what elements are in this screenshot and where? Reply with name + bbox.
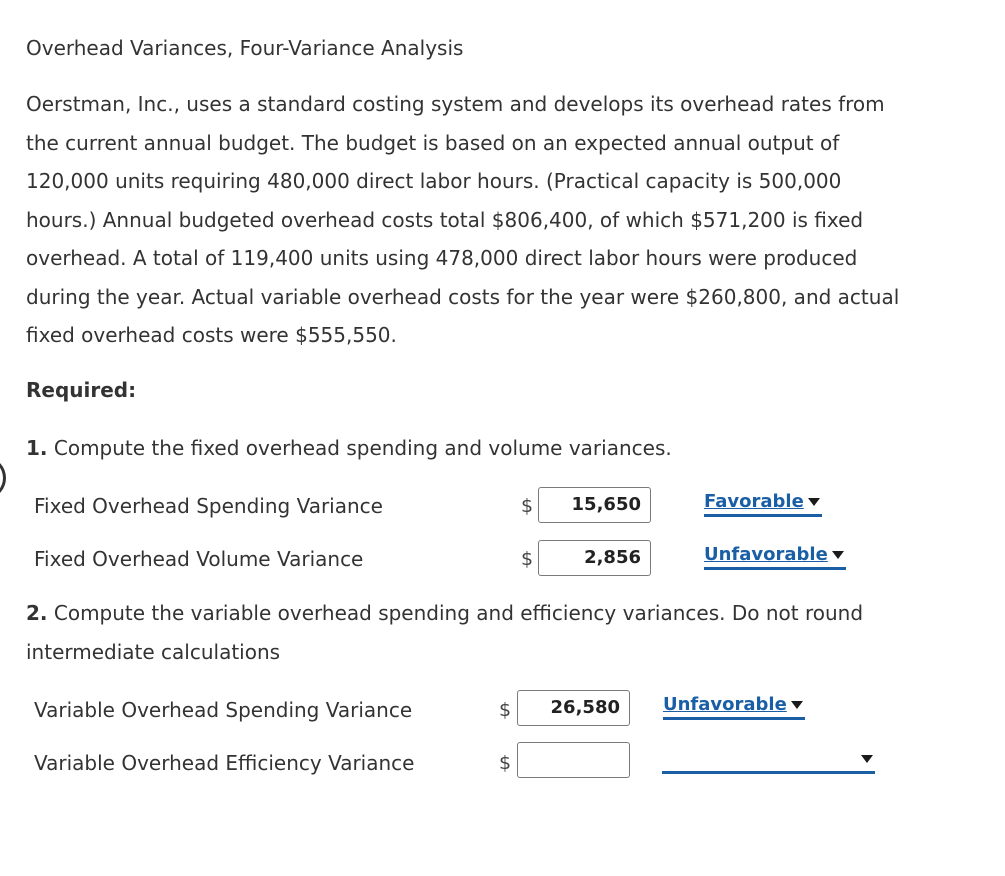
fixed-volume-select[interactable] <box>704 544 846 570</box>
variable-spending-select[interactable] <box>663 694 805 720</box>
variable-spending-input[interactable]: 26,580 <box>517 690 630 726</box>
fixed-spending-select[interactable] <box>704 491 822 517</box>
problem-line: during the year. Actual variable overhead costs for the year were $260,800, and actual <box>26 284 900 309</box>
dollar-sign: $ <box>499 699 512 721</box>
question-1 <box>26 429 672 468</box>
dollar-sign: $ <box>521 548 534 570</box>
question-2-text: Compute the variable overhead spending and efficiency variances. Do not round <box>47 601 864 625</box>
fixed-spending-label: Fixed Overhead Spending Variance <box>34 494 383 518</box>
fixed-volume-select-value: Unfavorable <box>704 544 828 565</box>
problem-statement <box>26 85 1005 355</box>
problem-line: 120,000 units requiring 480,000 direct labor hours. (Practical capacity is 500,000 <box>26 169 842 193</box>
caret-down-icon <box>791 701 803 709</box>
dollar-sign: $ <box>521 495 534 517</box>
side-marker-icon <box>0 458 6 498</box>
caret-down-icon <box>808 498 820 506</box>
caret-down-icon <box>861 755 873 763</box>
caret-down-icon <box>832 551 844 559</box>
problem-line: hours.) Annual budgeted overhead costs total $806,400, of which $571,200 is fixed <box>26 207 864 232</box>
fixed-volume-input[interactable]: 2,856 <box>538 540 651 576</box>
variable-spending-select-value: Unfavorable <box>663 694 787 715</box>
question-2-text-cont: intermediate calculations <box>26 639 281 664</box>
question-2-number: 2. <box>26 601 48 625</box>
fixed-spending-input[interactable]: 15,650 <box>538 487 651 523</box>
page-title: Overhead Variances, Four-Variance Analysis <box>26 36 464 60</box>
dollar-sign: $ <box>499 752 512 774</box>
question-2 <box>26 594 863 671</box>
variable-efficiency-input[interactable] <box>517 742 630 778</box>
variable-efficiency-label: Variable Overhead Efficiency Variance <box>34 751 415 775</box>
required-heading: Required: <box>26 378 137 402</box>
problem-line: Oerstman, Inc., uses a standard costing system and develops its overhead rates from <box>26 92 885 116</box>
problem-line: fixed overhead costs were $555,550. <box>26 323 397 347</box>
fixed-volume-label: Fixed Overhead Volume Variance <box>34 547 364 571</box>
problem-line: overhead. A total of 119,400 units using 478,000 direct labor hours were produced <box>26 246 858 270</box>
problem-line: the current annual budget. The budget is based on an expected annual output of <box>26 130 840 155</box>
question-1-number: 1. <box>26 436 48 460</box>
variable-efficiency-select[interactable] <box>662 748 875 774</box>
variable-spending-label: Variable Overhead Spending Variance <box>34 698 413 722</box>
question-1-text: Compute the fixed overhead spending and volume variances. <box>47 436 672 460</box>
fixed-spending-select-value: Favorable <box>704 491 804 512</box>
